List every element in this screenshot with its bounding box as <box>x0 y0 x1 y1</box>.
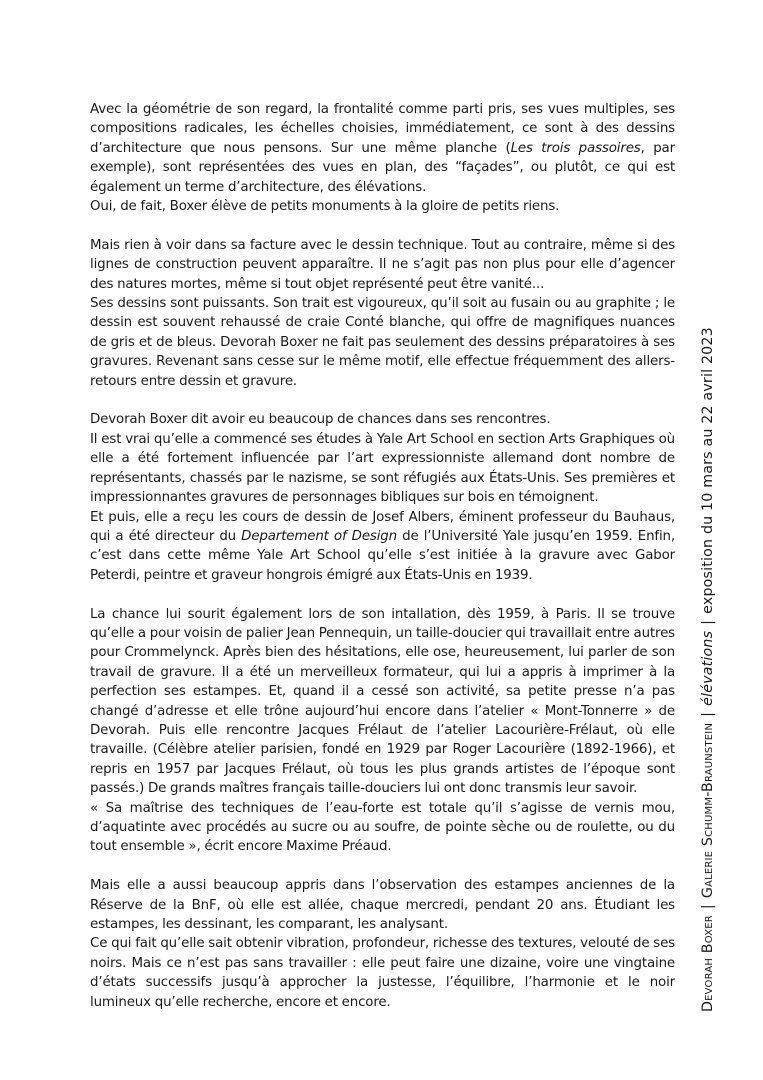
exhibition-title: élévations <box>700 630 716 706</box>
gallery-name: Galerie Schumm-Braunstein <box>700 722 716 899</box>
text-run: , par exemple), sont représentées des vues en plan, des “façades”, ou plutôt, ce qui est également un terme d’architecture, des élévations. <box>90 140 675 195</box>
text-run: La chance lui sourit également lors de son intallation, dès 1959, à Paris. Il se trouve qu’elle a pour voisin de palier Jean Pennequin, un taille-doucier qui travaillait entre autres pour Crommelynck. Après bien des hésitations, elle ose, heureusement, lui parler de son travail de gravure. Il a été un merveilleux formateur, qui lui a appris à imprimer à la perfection ses estampes. Et, quand il a cessé son activité, sa petite presse n’a pas changé d’adresse et elle trône aujourd’hui encore dans l’atelier « Mont-Tonnerre » de Devorah. Puis elle rencontre Jacques Frélaut de l’atelier Lacourière-Frélaut, où elle travaille. (Célèbre atelier parisien, fondé en 1929 par Roger Lacourière (1892-1966), et repris en 1957 par Jacques Frélaut, où tous les plus grands artistes de l’époque sont passés.) De grands maîtres français taille-douciers lui ont donc transmis leur savoir. <box>90 606 676 797</box>
paragraph <box>90 236 675 391</box>
paragraph <box>90 605 675 857</box>
separator: | <box>700 711 716 717</box>
italic-title: Departement of Design <box>241 528 397 544</box>
main-text <box>90 100 675 1031</box>
artist-name: Devorah Boxer <box>700 915 716 1012</box>
text-run: Avec la géométrie de son regard, la frontalité comme parti pris, ses vues multiples, ses compositions radicales, les échelles choisies, immédiatement, ce sont à des dessins d’architecture que nous pensons. Sur une même planche ( <box>90 102 675 156</box>
paragraph <box>90 100 675 216</box>
paragraph <box>90 876 675 1012</box>
text-run: de l’Université Yale jusqu’en 1959. Enfin, c’est dans cette même Yale Art School qu’elle s’est initiée à la gravure avec Gabor Peterdi, peintre et graveur hongrois émigré aux États-Unis en 1939. <box>90 528 675 583</box>
text-run: Et puis, elle a reçu les cours de dessin de Josef Albers, éminent professeur du Bauhaus, qui a été directeur du <box>90 509 675 544</box>
text-run: Il est vrai qu’elle a commencé ses études à Yale Art School en section Arts Graphiques où elle a été fortement influencée par l’art expressionniste allemand dont nombre de représentants, chassés par le nazisme, se sont réfugiés aux États-Unis. Ses premières et impressionnantes gravures de personnages bibliques sur bois en témoignent. <box>90 431 675 506</box>
text-run: Mais elle a aussi beaucoup appris dans l’observation des estampes anciennes de la Réserve de la BnF, où elle est allée, chaque mercredi, pendant 20 ans. Étudiant les estampes, les dessinant, les comparant, les analysant. <box>90 878 675 932</box>
italic-title: Les trois passoires <box>510 140 641 156</box>
separator: | <box>700 619 716 625</box>
text-run: Devorah Boxer dit avoir eu beaucoup de chances dans ses rencontres. <box>90 412 551 428</box>
text-run: Ses dessins sont puissants. Son trait est vigoureux, qu’il soit au fusain ou au graphite ; le dessin est souvent rehaussé de craie Conté blanche, qui offre de magnifiques nuances de gris et de bleus. Devorah Boxer ne fait pas seulement des dessins préparatoires à ses gravures. Revenant sans cesse sur le même motif, elle effectue fréquemment des allers-retours entre dessin et gravure. <box>90 296 675 389</box>
text-run: « Sa maîtrise des techniques de l’eau-forte est totale qu’il s’agisse de vernis mou, d’aquatinte avec procédés au sucre ou au soufre, de pointe sèche ou de roulette, ou du tout ensemble », écrit encore Maxime Préaud. <box>90 800 675 855</box>
paragraph <box>90 410 675 585</box>
text-run: Ce qui fait qu’elle sait obtenir vibration, profondeur, richesse des textures, velouté de ses noirs. Mais ce n’est pas sans travailler : elle peut faire une dizaine, voire une vingtaine d’états successifs jusqu’à approcher la justesse, l’équilibre, l’harmonie et le noir lumineux qu’elle recherche, encore et encore. <box>90 936 675 1010</box>
exhibition-dates: exposition du 10 mars au 22 avril 2023 <box>700 327 716 614</box>
sidebar-caption <box>700 327 716 1012</box>
text-run: Oui, de fait, Boxer élève de petits monuments à la gloire de petits riens. <box>90 199 560 215</box>
text-run: Mais rien à voir dans sa facture avec le dessin technique. Tout au contraire, même si des lignes de construction peuvent apparaître. Il ne s’agit pas non plus pour elle d’agencer des natures mortes, même si tout objet représenté peut être vanité... <box>90 237 675 292</box>
separator: | <box>700 904 716 910</box>
